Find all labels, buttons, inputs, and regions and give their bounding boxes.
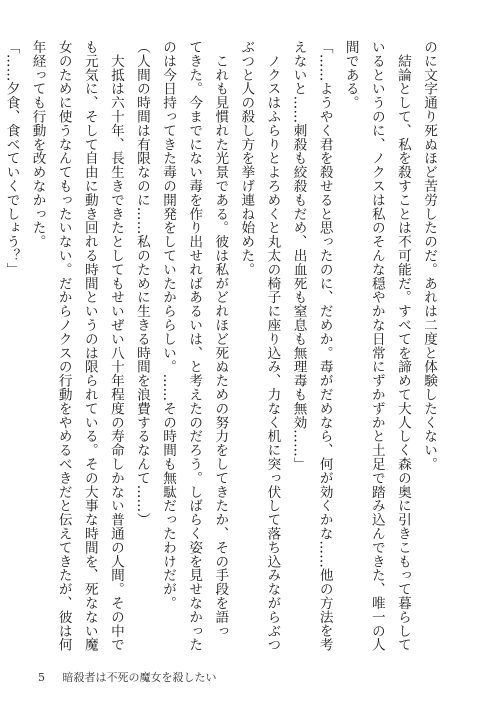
text-line: 女のために使うなんてもったいない。だからノクスの行動をやめるべきだと伝えてきたが、彼は何 [55,40,72,652]
text-line: えないと……刺殺も絞殺もだめ、出血死も窒息も無理毒も無効……」 [290,40,307,471]
page-number: 5 [38,671,45,684]
text-line: のは今日持ってきた毒の開発をしていたかららしい。……その時間も無駄だったわけだが。 [160,40,177,610]
text-line: これも見慣れた光景である。彼は私がどれほど死ぬための努力をしてきたか、その手段を語っ [212,40,229,638]
text-line: 「……ようやく君を殺せると思ったのに、だめか。毒がだめなら、何が効くかな……他の方法を考 [316,40,333,652]
text-line: のに文字通り死ぬほど苦労したのだ。あれは二度と体験したくない。 [421,40,437,471]
text-line: 大抵は六十年、長生きできたとしてもせいぜい八十年程度の寿命しかない普通の人間。その中で [107,40,124,652]
text-line: ノクスはふらりとよろめくと丸太の椅子に座り込み、力なく机に突っ伏して落ち込みながらぶつ [264,40,281,652]
text-line: 「……夕食、食べていくでしょう？」 [3,40,20,277]
text-line: ぶつと人の殺し方を挙げ連ね始めた。 [238,40,255,277]
text-line: 間である。 [342,40,359,110]
page-footer [38,669,217,685]
text-line: （人間の時間は有限なのに……私のために生きる時間を浪費するなんて……） [133,40,150,527]
book-title: 暗殺者は不死の魔女を殺したい [62,671,217,684]
body-text [0,40,442,652]
text-line: も元気に、そして自由に動き回れる時間というのは限られている。その大事な時間を、死なない魔 [81,40,98,652]
text-line: てきた。今までにない毒を作り出せればあるいは、と考えたのだろう。しばらく姿を見せなかった [186,40,203,652]
text-line: 年経っても行動を改めなかった。 [29,40,46,249]
text-line: 結論として、私を殺すことは不可能だ。すべてを諦めて大人しく森の奥に引きこもって暮らして [394,40,411,652]
text-line: いるというのに、ノクスは私のそんな穏やかな日常にずかずかと土足で踏み込んできた、唯一の人 [368,40,385,652]
